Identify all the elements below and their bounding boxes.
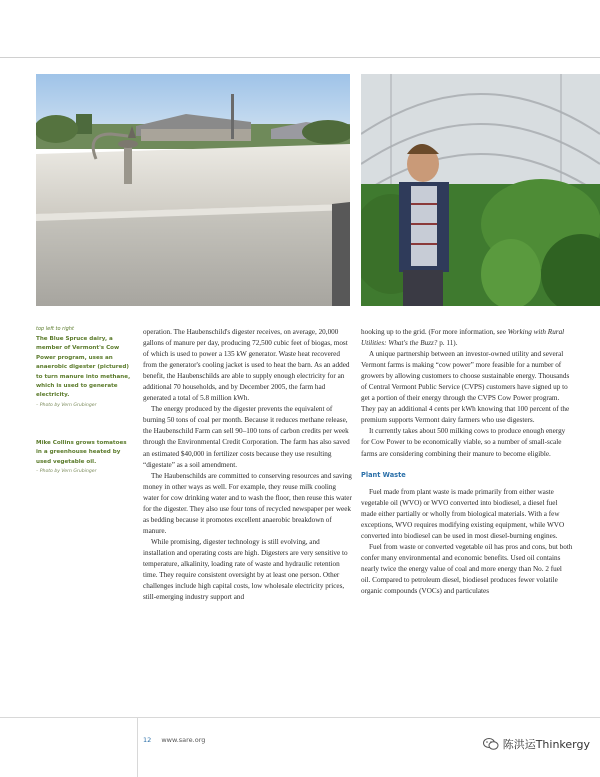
greenhouse-photo [361,74,600,306]
paragraph: While promising, digester technology is still evolving, and installation and operating costs are high. Digesters are very sensitive to temperature, alkalinity, loading rate of waste and hydraulic retention time. They require consistent oversight by at least one person. Other challenges include high capital costs, low wholesale electricity prices, still-emerging industry support and [143,537,348,602]
paragraph [361,327,573,349]
paragraph-text: hooking up to the grid. (For more information, see [361,328,508,336]
paragraph-text: p. 11). [437,339,458,348]
paragraph: The Haubenschilds are committed to conserving resources and saving money in other ways as well. For example, they reuse milk cooling water for cow drinking water and to wash the floor, then reuse this water for the digester. They also use four tons of recycled newspaper per week as bedding because it promotes excellent anaerobic breakdown of manure. [143,471,352,535]
photo-captions [36,326,131,474]
watermark-text: 陈洪运Thinkergy [502,738,590,751]
photo-credit: – Photo by Vern Grubinger [36,402,97,408]
bottom-rule [0,717,600,718]
watermark [483,736,590,752]
caption-digester: The Blue Spruce dairy, a member of Vermont's Cow Power program, uses an anaerobic digester (pictured) to turn manure into methane, which is used to generate electricity. [36,336,131,399]
wechat-icon [483,737,499,751]
section-heading: Plant Waste [361,470,406,479]
caption-position-label: top left to right [36,326,74,332]
paragraph: Fuel from waste or converted vegetable oil has pros and cons, but both confer many environmental and economic benefits. Used oil contains nearly twice the energy value of coal and more energy than No. 2 fuel oil. Compared to petroleum diesel, biodiesel produces fewer volatile organic compounds (VOCs) and particulates [361,542,573,596]
cross-reference: Working with Rural Utilities: What's the Buzz? [361,328,565,348]
body-column-2 [361,327,573,597]
body-column-1 [143,327,353,603]
digester-photo [36,74,350,306]
caption-greenhouse: Mike Collins grows tomatoes in a greenhouse heated by used vegetable oil. [36,439,127,465]
photo-credit: – Photo by Vern Grubinger [36,469,97,475]
paragraph: A unique partnership between an investor-owned utility and several Vermont farms is making “cow power” more feasible for a number of growers by allowing customers to choose sustainable energy. Thousands of Central Vermont Public Service (CVPS) customers have signed up to get a portion of their energy through the CVPS Cow Power program. They pay an additional 4 cents per kWh knowing that 100 percent of the premium supports Vermont dairy farmers who use digesters. [361,350,570,425]
footer-url[interactable]: www.sare.org [161,736,206,744]
paragraph: The energy produced by the digester prevents the equivalent of burning 50 tons of coal per month. Because it reduces methane release, the Haubenschild Farm can sell 90–100 tons of carbon credits per week through the Environmental Credit Corporation. The farm has also saved an estimated $40,000 in fertilizer costs because they use resulting “digestate” as a soil amendment. [143,405,350,469]
paragraph: It currently takes about 500 milking cows to produce enough energy for Cow Power to be economically viable, so a number of small-scale farms are considering combining their manure to become eligible. [361,427,566,458]
footer-divider [137,717,138,777]
paragraph: operation. The Haubenschild's digester receives, on average, 20,000 gallons of manure per day, producing 72,500 cubic feet of biogas, most of which is used to power a 135 kW generator. Waste heat recovered from the generator's cooling jacket is used to heat the barn. As an added benefit, the Haubenschilds are able to supply enough electricity for an additional 70 households, and by December 2005, the farm had generated a total of 5.8 million kWh. [143,328,350,403]
top-rule [0,57,600,58]
page-number: 12 [143,736,152,744]
page-footer [143,736,205,744]
paragraph: Fuel made from plant waste is made primarily from either waste vegetable oil (WVO) or WVO converted into biodiesel, a diesel fuel made either partially or wholly from biological materials. With a few exceptions, WVO requires modifying existing equipment, while WVO converted into biodiesel can be used in most diesel-burning engines. [361,487,565,540]
